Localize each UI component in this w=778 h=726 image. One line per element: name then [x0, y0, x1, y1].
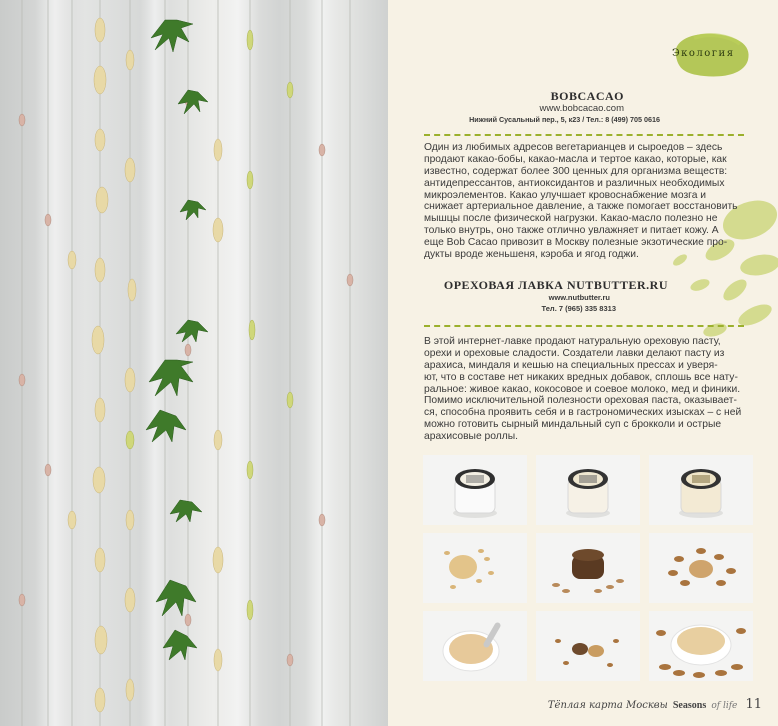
product-photo-grid — [423, 455, 753, 681]
jar-image — [423, 455, 527, 525]
text-line: только внутрь, оно также отлично увлажняет и питает кожу. А — [424, 225, 719, 237]
photo-bowl-with-spoon — [423, 611, 527, 681]
text-line: мышцы после физической нагрузки. Какао-масло полезно не — [424, 213, 718, 225]
brand-name: Seasons — [672, 700, 707, 711]
store1-name: BOBCACAO — [550, 89, 624, 103]
text-line: ся, способна проявить себя и в гастрономических изысках – с ней — [424, 407, 742, 419]
spread-image — [536, 533, 640, 603]
bowl-image — [423, 611, 527, 681]
text-line: известно, содержат более 300 ценных для организма веществ: — [424, 165, 728, 177]
text-line: дукты вроде женьшеня, кэроба и ягод годжи. — [424, 249, 639, 261]
magazine-title: Тёплая карта Москвы — [547, 700, 668, 711]
text-line: еще Bob Cacao привозит в Москву полезные экзотические про- — [424, 237, 728, 249]
brand-suffix: of life — [711, 701, 738, 711]
text-line: антидепрессантов, антиоксидантов и различных необходимых — [424, 177, 725, 189]
text-line: орехи и ореховые сладости. Создатели лавки делают пасту из — [424, 347, 725, 359]
text-line: ральное: живое какао, кокосовое и соевое молоко, мед и финики. — [424, 383, 741, 395]
photo-almond-bowl — [649, 611, 753, 681]
photo-almond-jar — [649, 455, 753, 525]
photo-walnut-jar — [536, 455, 640, 525]
photo-peanut-spread — [423, 533, 527, 603]
jar-image — [649, 455, 753, 525]
text-line: снижает артериальное давление, а также помогает восстановить — [424, 201, 738, 213]
text-line: можно готовить сырный миндальный суп с брокколи и острые — [424, 419, 722, 431]
jar-image — [536, 455, 640, 525]
store1-description — [424, 142, 738, 261]
divider-rule — [424, 325, 744, 327]
garland-photo — [0, 0, 388, 726]
spread-image — [423, 533, 527, 603]
store2-description — [424, 336, 741, 443]
photo-peanut-jar — [423, 455, 527, 525]
store1-website: www.bobcacao.com — [539, 103, 624, 114]
section-label: Экология — [672, 48, 735, 59]
photo-chocolate-spread — [536, 533, 640, 603]
text-line: ют, что в составе нет никаких вредных добавок, сплошь все нату- — [424, 371, 738, 383]
store2-phone: Тел. 7 (965) 335 8313 — [541, 304, 616, 313]
text-line: продают какао-бобы, какао-масла и тертое какао, которые, как — [424, 153, 727, 165]
garland-illustration — [0, 0, 388, 726]
page-footer — [548, 693, 762, 712]
spread-image — [649, 533, 753, 603]
text-line: арахисовые роллы. — [424, 431, 519, 443]
text-line: В этой интернет-лавке продают натуральную ореховую пасту, — [424, 336, 721, 347]
store1-address-phone: Нижний Сусальный пер., 5, к23 / Тел.: 8 (499) 705 0616 — [469, 115, 660, 124]
store2-name: ОРЕХОВАЯ ЛАВКА NUTBUTTER.RU — [443, 278, 668, 292]
store2-website: www.nutbutter.ru — [548, 293, 610, 302]
text-line: арахиса, миндаля и кешью на специальных прессах и уверя- — [424, 359, 718, 371]
photo-almond-spread — [649, 533, 753, 603]
divider-rule — [424, 134, 744, 136]
bowl-image — [649, 611, 753, 681]
text-line: Помимо исключительной полезности ореховая паста, оказывает- — [424, 395, 737, 407]
page-number: 11 — [745, 697, 762, 712]
spoons-image — [536, 611, 640, 681]
text-line: микроэлементов. Какао улучшает кровоснабжение мозга и — [424, 189, 707, 201]
photo-spoons-with-nuts — [536, 611, 640, 681]
text-line: Один из любимых адресов вегетарианцев и сыроедов – здесь — [424, 142, 723, 153]
